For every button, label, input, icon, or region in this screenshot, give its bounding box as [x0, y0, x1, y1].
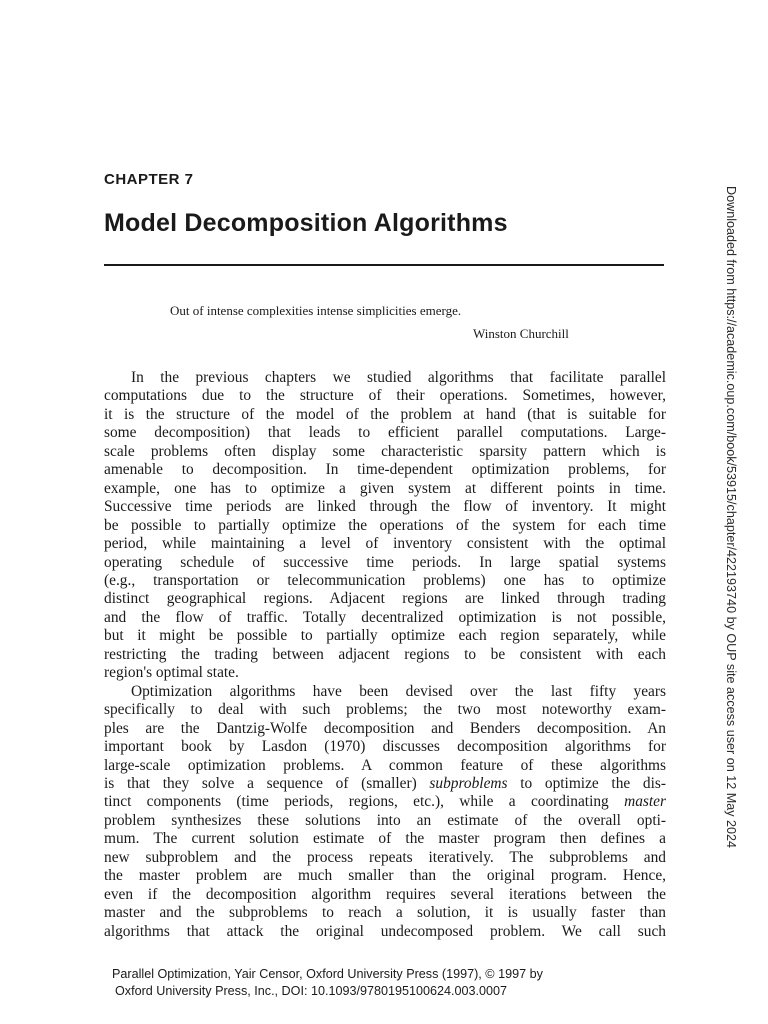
citation-footer [112, 966, 543, 1000]
download-watermark [722, 186, 738, 849]
body-line: Optimization algorithms have been devised over the last fifty years [131, 682, 666, 700]
body-line: In the previous chapters we studied algorithms that facilitate parallel [131, 369, 666, 386]
body-line: amenable to decomposition. In time-dependent optimization problems, for [104, 461, 666, 479]
body-line: and the flow of traffic. Totally decentralized optimization is not possible, [104, 608, 666, 626]
body-line: period, while maintaining a level of inventory consistent with the optimal [104, 535, 666, 553]
body-line: algorithms that attack the original undecomposed problem. We call such [104, 922, 666, 940]
emphasis-term: subproblems [429, 774, 508, 792]
body-line: operating schedule of successive time periods. In large spatial systems [104, 553, 666, 571]
body-line: ples are the Dantzig-Wolfe decomposition and Benders decomposition. An [104, 719, 666, 737]
citation-line-2: Oxford University Press, Inc., DOI: 10.1093/9780195100624.003.0007 [115, 984, 508, 998]
body-line: mum. The current solution estimate of the master program then defines a [104, 830, 666, 848]
body-line: master and the subproblems to reach a solution, it is usually faster than [104, 904, 666, 922]
chapter-label: CHAPTER 7 [104, 171, 194, 188]
citation-line-1: Parallel Optimization, Yair Censor, Oxford University Press (1997), © 1997 by [112, 967, 543, 981]
body-line: (e.g., transportation or telecommunication problems) one has to optimize [104, 571, 666, 589]
body-line: the master problem are much smaller than the original program. Hence, [104, 867, 666, 885]
body-line: it is the structure of the model of the problem at hand (that is suitable for [104, 405, 666, 423]
body-line: restricting the trading between adjacent regions to be consistent with each [104, 645, 666, 663]
body-line: is that they solve a sequence of (smaller) subproblems to optimize the dis- [104, 774, 666, 792]
body-line: large-scale optimization problems. A common feature of these algorithms [104, 756, 666, 774]
body-line: region's optimal state. [104, 664, 239, 682]
body-line: new subproblem and the process repeats iteratively. The subproblems and [104, 848, 666, 866]
body-line: computations due to the structure of their operations. Sometimes, however, [104, 387, 666, 405]
body-line: specifically to deal with such problems; the two most noteworthy exam- [104, 701, 666, 719]
epigraph-author: Winston Churchill [473, 326, 569, 341]
body-line: Successive time periods are linked through the flow of inventory. It might [104, 498, 666, 516]
body-line: problem synthesizes these solutions into an estimate of the overall opti- [104, 811, 666, 829]
body-line: but it might be possible to partially optimize each region separately, while [104, 627, 666, 645]
body-line: distinct geographical regions. Adjacent regions are linked through trading [104, 590, 666, 608]
body-line: example, one has to optimize a given system at different points in time. [104, 479, 666, 497]
body-line: important book by Lasdon (1970) discusses decomposition algorithms for [104, 738, 666, 756]
body-line: even if the decomposition algorithm requires several iterations between the [104, 885, 666, 903]
emphasis-term: master [624, 793, 666, 811]
body-line: be possible to partially optimize the operations of the system for each time [104, 516, 666, 534]
body-line: scale problems often display some characteristic sparsity pattern which is [104, 442, 666, 460]
body-line: tinct components (time periods, regions, etc.), while a coordinating master [104, 793, 666, 811]
title-divider [104, 264, 664, 266]
download-watermark-text: Downloaded from https://academic.oup.com/book/53915/chapter/422193740 by OUP site access user on 12 May 2024 [724, 186, 738, 849]
chapter-body [104, 369, 666, 941]
chapter-title: Model Decomposition Algorithms [104, 209, 508, 237]
epigraph-quote: Out of intense complexities intense simplicities emerge. [170, 303, 462, 318]
body-line: some decomposition) that leads to efficient parallel computations. Large- [104, 424, 666, 442]
